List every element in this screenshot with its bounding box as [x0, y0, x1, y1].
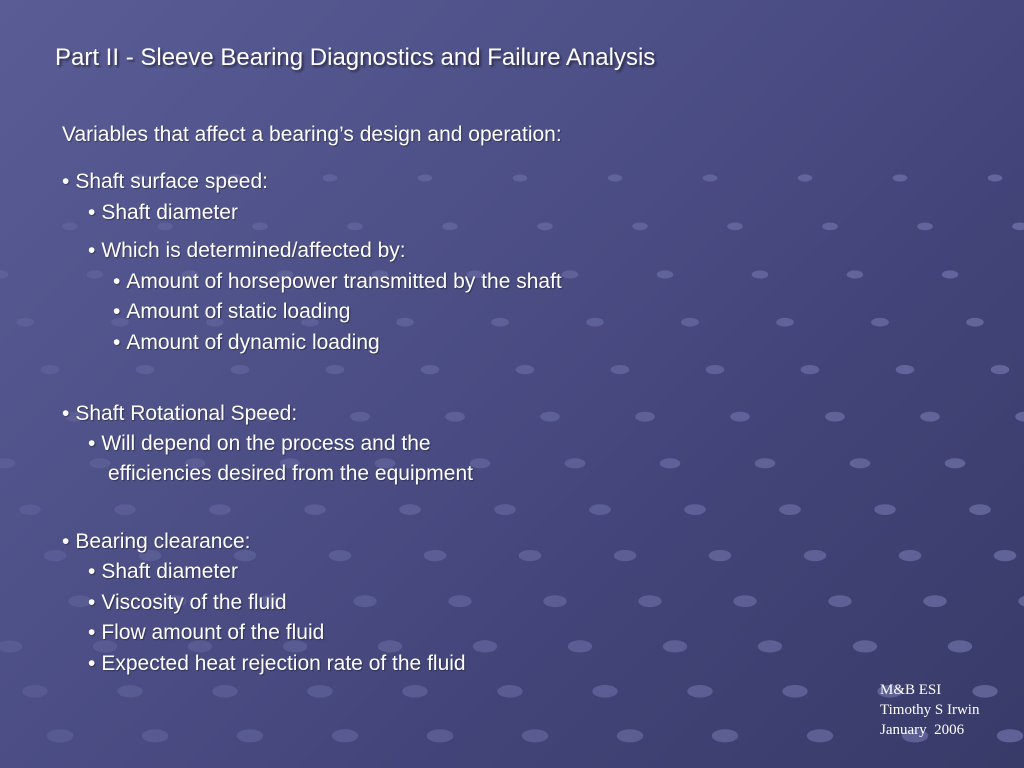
- background-dot: [442, 223, 458, 231]
- background-dot: [755, 458, 776, 468]
- background-dot: [586, 318, 604, 327]
- background-dot: [997, 729, 1023, 742]
- bullet-text: Shaft diameter: [101, 560, 238, 583]
- bullet-shaft-surface-speed: [62, 170, 268, 194]
- background-dot: [347, 223, 363, 231]
- bullet-text: Viscosity of the fluid: [101, 591, 287, 614]
- bullet-process-dependence: [88, 432, 431, 456]
- background-dot: [638, 595, 661, 607]
- bullet-glyph: •: [62, 530, 70, 553]
- background-dot: [632, 223, 648, 231]
- background-dot: [730, 412, 750, 422]
- footer-credits: [880, 680, 979, 740]
- bullet-glyph: •: [88, 652, 96, 675]
- background-dot: [562, 270, 579, 278]
- background-dot: [427, 729, 453, 742]
- bullet-text: Amount of horsepower transmitted by the shaft: [126, 270, 562, 293]
- background-dot: [611, 365, 630, 374]
- background-dot: [948, 640, 972, 652]
- background-dot: [608, 174, 623, 181]
- footer-date: January 2006: [880, 722, 965, 738]
- bullet-rotational-speed: [62, 402, 297, 426]
- background-dot: [329, 550, 352, 561]
- background-dot: [540, 412, 560, 422]
- background-dot: [136, 365, 155, 374]
- background-dot: [418, 174, 433, 181]
- background-dot: [614, 550, 637, 561]
- bullet-text: Bearing clearance:: [75, 530, 251, 553]
- background-dot: [252, 223, 268, 231]
- background-dot: [942, 270, 959, 278]
- background-dot: [923, 595, 946, 607]
- bullet-text: Will depend on the process and the: [101, 432, 431, 455]
- footer-org: M&B ESI: [880, 682, 942, 698]
- background-dot: [733, 595, 756, 607]
- background-dot: [0, 270, 8, 278]
- background-dot: [847, 270, 864, 278]
- background-dot: [519, 550, 542, 561]
- background-dot: [681, 318, 699, 327]
- background-dot: [945, 458, 966, 468]
- background-dot: [917, 223, 933, 231]
- bullet-glyph: •: [113, 331, 121, 354]
- background-dot: [801, 365, 820, 374]
- background-dot: [41, 365, 60, 374]
- background-dot: [402, 685, 427, 698]
- background-dot: [1012, 223, 1024, 231]
- background-dot: [991, 365, 1010, 374]
- bullet-glyph: •: [62, 402, 70, 425]
- bullet-determined-by: [88, 239, 406, 263]
- background-dot: [62, 223, 78, 231]
- background-dot: [231, 365, 250, 374]
- background-dot: [657, 270, 674, 278]
- bullet-clearance-shaft-diameter: [88, 560, 238, 584]
- bullet-glyph: •: [88, 201, 96, 224]
- background-dot: [617, 729, 643, 742]
- background-dot: [635, 412, 655, 422]
- background-dot: [22, 685, 47, 698]
- bullet-glyph: •: [88, 239, 96, 262]
- background-dot: [825, 412, 845, 422]
- background-dot: [871, 318, 889, 327]
- background-dot: [424, 550, 447, 561]
- background-dot: [874, 504, 896, 515]
- bullet-viscosity: [88, 591, 287, 615]
- background-dot: [445, 412, 465, 422]
- background-dot: [516, 365, 535, 374]
- background-dot: [353, 595, 376, 607]
- background-dot: [779, 504, 801, 515]
- intro-text: Variables that affect a bearing’s design and operation:: [62, 123, 562, 146]
- bullet-heat-rejection: [88, 652, 466, 676]
- background-dot: [448, 595, 471, 607]
- background-dot: [589, 504, 611, 515]
- background-dot: [1018, 595, 1024, 607]
- background-dot: [568, 640, 592, 652]
- background-dot: [709, 550, 732, 561]
- bullet-text: Shaft diameter: [101, 201, 238, 224]
- background-dot: [473, 640, 497, 652]
- background-dot: [592, 685, 617, 698]
- bullet-glyph: •: [113, 300, 121, 323]
- background-dot: [212, 685, 237, 698]
- background-dot: [776, 318, 794, 327]
- background-dot: [988, 174, 1003, 181]
- bullet-continuation: efficiencies desired from the equipment: [108, 462, 473, 485]
- bullet-text: Flow amount of the fluid: [101, 621, 325, 644]
- bullet-horsepower: [113, 270, 562, 294]
- background-dot: [752, 270, 769, 278]
- bullet-text: Shaft surface speed:: [75, 170, 268, 193]
- background-dot: [114, 504, 136, 515]
- bullet-bearing-clearance: [62, 530, 250, 554]
- background-dot: [537, 223, 553, 231]
- background-dot: [994, 550, 1017, 561]
- background-dot: [399, 504, 421, 515]
- background-dot: [703, 174, 718, 181]
- background-dot: [828, 595, 851, 607]
- background-dot: [142, 729, 168, 742]
- background-dot: [323, 174, 338, 181]
- background-dot: [16, 318, 34, 327]
- background-dot: [513, 174, 528, 181]
- background-dot: [804, 550, 827, 561]
- background-dot: [304, 504, 326, 515]
- background-dot: [893, 174, 908, 181]
- background-dot: [660, 458, 681, 468]
- background-dot: [421, 365, 440, 374]
- background-dot: [853, 640, 877, 652]
- background-dot: [782, 685, 807, 698]
- bullet-glyph: •: [88, 560, 96, 583]
- background-dot: [798, 174, 813, 181]
- bullet-glyph: •: [62, 170, 70, 193]
- bullet-text: Which is determined/affected by:: [101, 239, 406, 262]
- background-dot: [19, 504, 41, 515]
- background-dot: [684, 504, 706, 515]
- background-dot: [237, 729, 263, 742]
- bullet-glyph: •: [88, 591, 96, 614]
- bullet-glyph: •: [88, 432, 96, 455]
- bullet-glyph: •: [88, 621, 96, 644]
- background-dot: [966, 318, 984, 327]
- background-dot: [396, 318, 414, 327]
- background-dot: [117, 685, 142, 698]
- background-dot: [706, 365, 725, 374]
- background-dot: [565, 458, 586, 468]
- background-dot: [209, 504, 231, 515]
- background-dot: [497, 685, 522, 698]
- background-dot: [727, 223, 743, 231]
- background-dot: [47, 729, 73, 742]
- background-dot: [920, 412, 940, 422]
- bullet-text: Shaft Rotational Speed:: [75, 402, 298, 425]
- background-dot: [491, 318, 509, 327]
- background-dot: [896, 365, 915, 374]
- bullet-static-loading: [113, 300, 351, 324]
- background-dot: [899, 550, 922, 561]
- bullet-text: Expected heat rejection rate of the fluid: [101, 652, 466, 675]
- bullet-dynamic-loading: [113, 331, 380, 355]
- bullet-flow-amount: [88, 621, 324, 645]
- background-dot: [712, 729, 738, 742]
- background-dot: [758, 640, 782, 652]
- bullet-text: Amount of static loading: [126, 300, 351, 323]
- background-dot: [0, 458, 15, 468]
- slide-title: Part II - Sleeve Bearing Diagnostics and Failure Analysis: [55, 44, 656, 71]
- background-dot: [307, 685, 332, 698]
- background-dot: [969, 504, 991, 515]
- bullet-glyph: •: [113, 270, 121, 293]
- background-dot: [326, 365, 345, 374]
- background-dot: [350, 412, 370, 422]
- background-dot: [494, 504, 516, 515]
- footer-author: Timothy S Irwin: [880, 702, 980, 718]
- background-dot: [687, 685, 712, 698]
- bullet-text: Amount of dynamic loading: [126, 331, 380, 354]
- background-dot: [822, 223, 838, 231]
- background-dot: [522, 729, 548, 742]
- background-dot: [1015, 412, 1024, 422]
- background-dot: [807, 729, 833, 742]
- background-dot: [850, 458, 871, 468]
- background-dot: [543, 595, 566, 607]
- background-dot: [332, 729, 358, 742]
- background-dot: [378, 640, 402, 652]
- background-dot: [0, 640, 22, 652]
- background-dot: [663, 640, 687, 652]
- background-dot: [87, 270, 104, 278]
- bullet-shaft-diameter: [88, 201, 238, 225]
